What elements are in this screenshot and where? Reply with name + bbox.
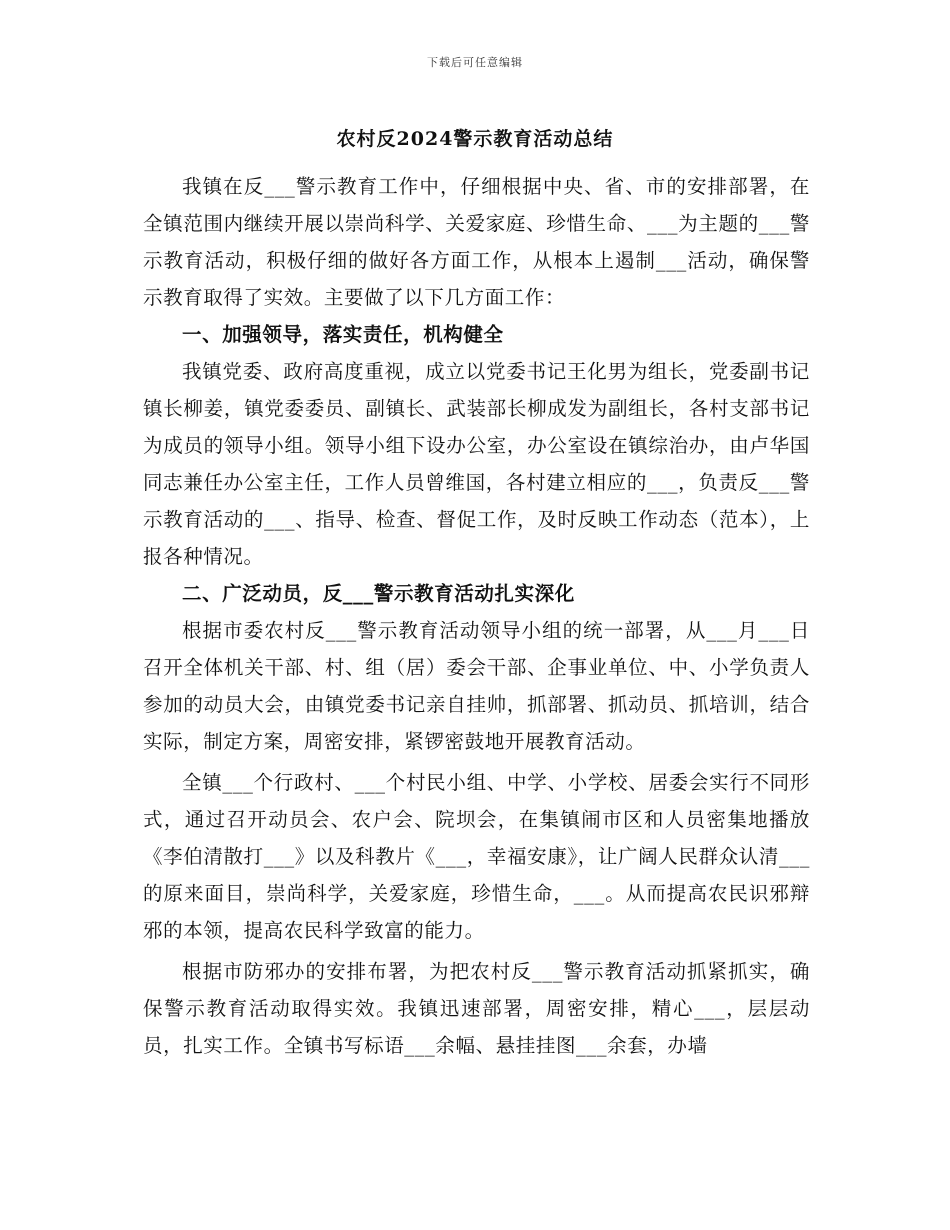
section-heading-1: 一、加强领导，落实责任，机构健全 — [182, 323, 504, 346]
document-title: 农村反2024警示教育活动总结 — [336, 128, 614, 150]
section-heading-2: 二、广泛动员，反___警示教育活动扎实深化 — [182, 582, 575, 605]
paragraph-mobilization: 根据市委农村反___警示教育活动领导小组的统一部署，从___月___日召开全体机关干部、村、组（居）委会干部、企事业单位、中、小学负责人参加的动员大会，由镇党委书记亲自挂帅，抓部署、抓动员、抓培训，结合实际，制定方案，周密安排，紧锣密鼓地开展教育活动。 — [143, 619, 810, 753]
header-note: 下载后可任意编辑 — [427, 56, 523, 69]
paragraph-villages: 全镇___个行政村、___个村民小组、中学、小学校、居委会实行不同形式，通过召开动员会、农户会、院坝会，在集镇闹市区和人员密集地播放《李伯清散打___》以及科教片《___，幸福安康》，让广阔人民群众认清___的原来面目，崇尚科学，关爱家庭，珍惜生命，___。从而提高农民识邪辩邪的本领，提高农民科学致富的能力。 — [143, 771, 810, 942]
paragraph-leadership: 我镇党委、政府高度重视，成立以党委书记王化男为组长，党委副书记镇长柳姜，镇党委委员、副镇长、武装部长柳成发为副组长，各村支部书记为成员的领导小组。领导小组下设办公室，办公室设在镇综治办，由卢华国同志兼任办公室主任，工作人员曾维国，各村建立相应的___，负责反___警示教育活动的___、指导、检查、督促工作，及时反映工作动态（范本），上报各种情况。 — [143, 360, 810, 568]
paragraph-deployment: 根据市防邪办的安排布署，为把农村反___警示教育活动抓紧抓实，确保警示教育活动取得实效。我镇迅速部署，周密安排，精心___，层层动员，扎实工作。全镇书写标语___余幅、悬挂挂图___余套，办墙 — [143, 960, 810, 1057]
paragraph-intro: 我镇在反___警示教育工作中，仔细根据中央、省、市的安排部署，在全镇范围内继续开展以崇尚科学、关爱家庭、珍惜生命、___为主题的___警示教育活动，积极仔细的做好各方面工作，从根本上遏制___活动，确保警示教育取得了实效。主要做了以下几方面工作： — [143, 175, 810, 309]
document-body — [143, 168, 810, 1064]
